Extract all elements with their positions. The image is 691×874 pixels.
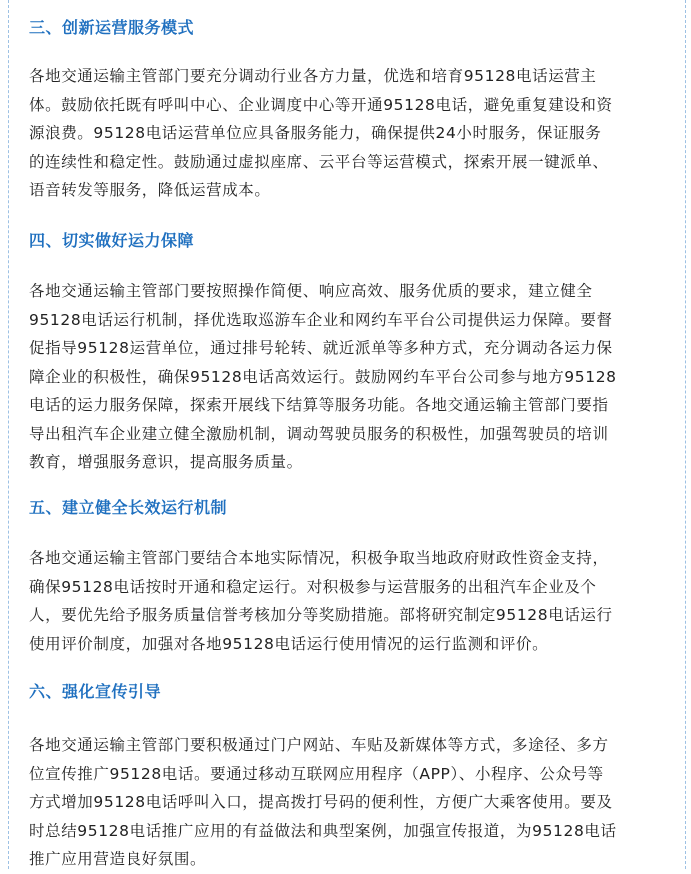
section-heading-4: 四、切实做好运力保障: [29, 231, 195, 250]
text-line: 语音转发等服务，降低运营成本。: [29, 181, 271, 199]
text-line: 确保95128电话按时开通和稳定运行。对积极参与运营服务的出租汽车企业及个: [29, 577, 597, 596]
text-line: 使用评价制度，加强对各地95128电话运行使用情况的运行监测和评价。: [29, 634, 549, 653]
section-paragraph-4: [29, 277, 663, 477]
section-heading-6: 六、强化宣传引导: [29, 682, 162, 701]
text-line: 源浪费。95128电话运营单位应具备服务能力，确保提供24小时服务，保证服务: [29, 124, 602, 142]
text-line: 障企业的积极性，确保95128电话高效运行。鼓励网约车平台公司参与地方95128: [29, 367, 617, 386]
section-paragraph-3: [29, 62, 663, 205]
text-line: 各地交通运输主管部门要结合本地实际情况，积极争取当地政府财政性资金支持，: [29, 549, 609, 567]
text-line: 体。鼓励依托既有呼叫中心、企业调度中心等开通95128电话，避免重复建设和资: [29, 95, 613, 114]
text-line: 各地交通运输主管部门要积极通过门户网站、车贴及新媒体等方式，多途径、多方: [29, 736, 609, 754]
text-line: 位宣传推广95128电话。要通过移动互联网应用程序（APP）、小程序、公众号等: [29, 764, 604, 783]
text-line: 导出租汽车企业建立健全激励机制，调动驾驶员服务的积极性，加强驾驶员的培训: [29, 424, 609, 443]
text-line: 教育，增强服务意识，提高服务质量。: [29, 453, 303, 471]
section-paragraph-6: [29, 731, 663, 874]
text-line: 95128电话运行机制，择优选取巡游车企业和网约车平台公司提供运力保障。要督: [29, 310, 613, 329]
text-line: 各地交通运输主管部门要按照操作简便、响应高效、服务优质的要求，建立健全: [29, 282, 593, 300]
text-line: 推广应用营造良好氛围。: [29, 850, 207, 868]
section-heading-3: 三、创新运营服务模式: [29, 18, 195, 37]
text-line: 电话的运力服务保障，探索开展线下结算等服务功能。各地交通运输主管部门要指: [29, 396, 609, 414]
text-line: 各地交通运输主管部门要充分调动行业各方力量，优选和培育95128电话运营主: [29, 67, 597, 85]
text-line: 人，要优先给予服务质量信誉考核加分等奖励措施。部将研究制定95128电话运行: [29, 606, 613, 624]
section-paragraph-5: [29, 544, 663, 658]
text-line: 促指导95128运营单位，通过排号轮转、就近派单等多种方式，充分调动各运力保: [29, 339, 613, 357]
section-heading-5: 五、建立健全长效运行机制: [29, 498, 228, 517]
text-line: 方式增加95128电话呼叫入口，提高拨打号码的便利性，方便广大乘客使用。要及: [29, 793, 613, 811]
text-line: 时总结95128电话推广应用的有益做法和典型案例，加强宣传报道，为95128电话: [29, 821, 617, 840]
text-line: 的连续性和稳定性。鼓励通过虚拟座席、云平台等运营模式，探索开展一键派单、: [29, 152, 609, 171]
